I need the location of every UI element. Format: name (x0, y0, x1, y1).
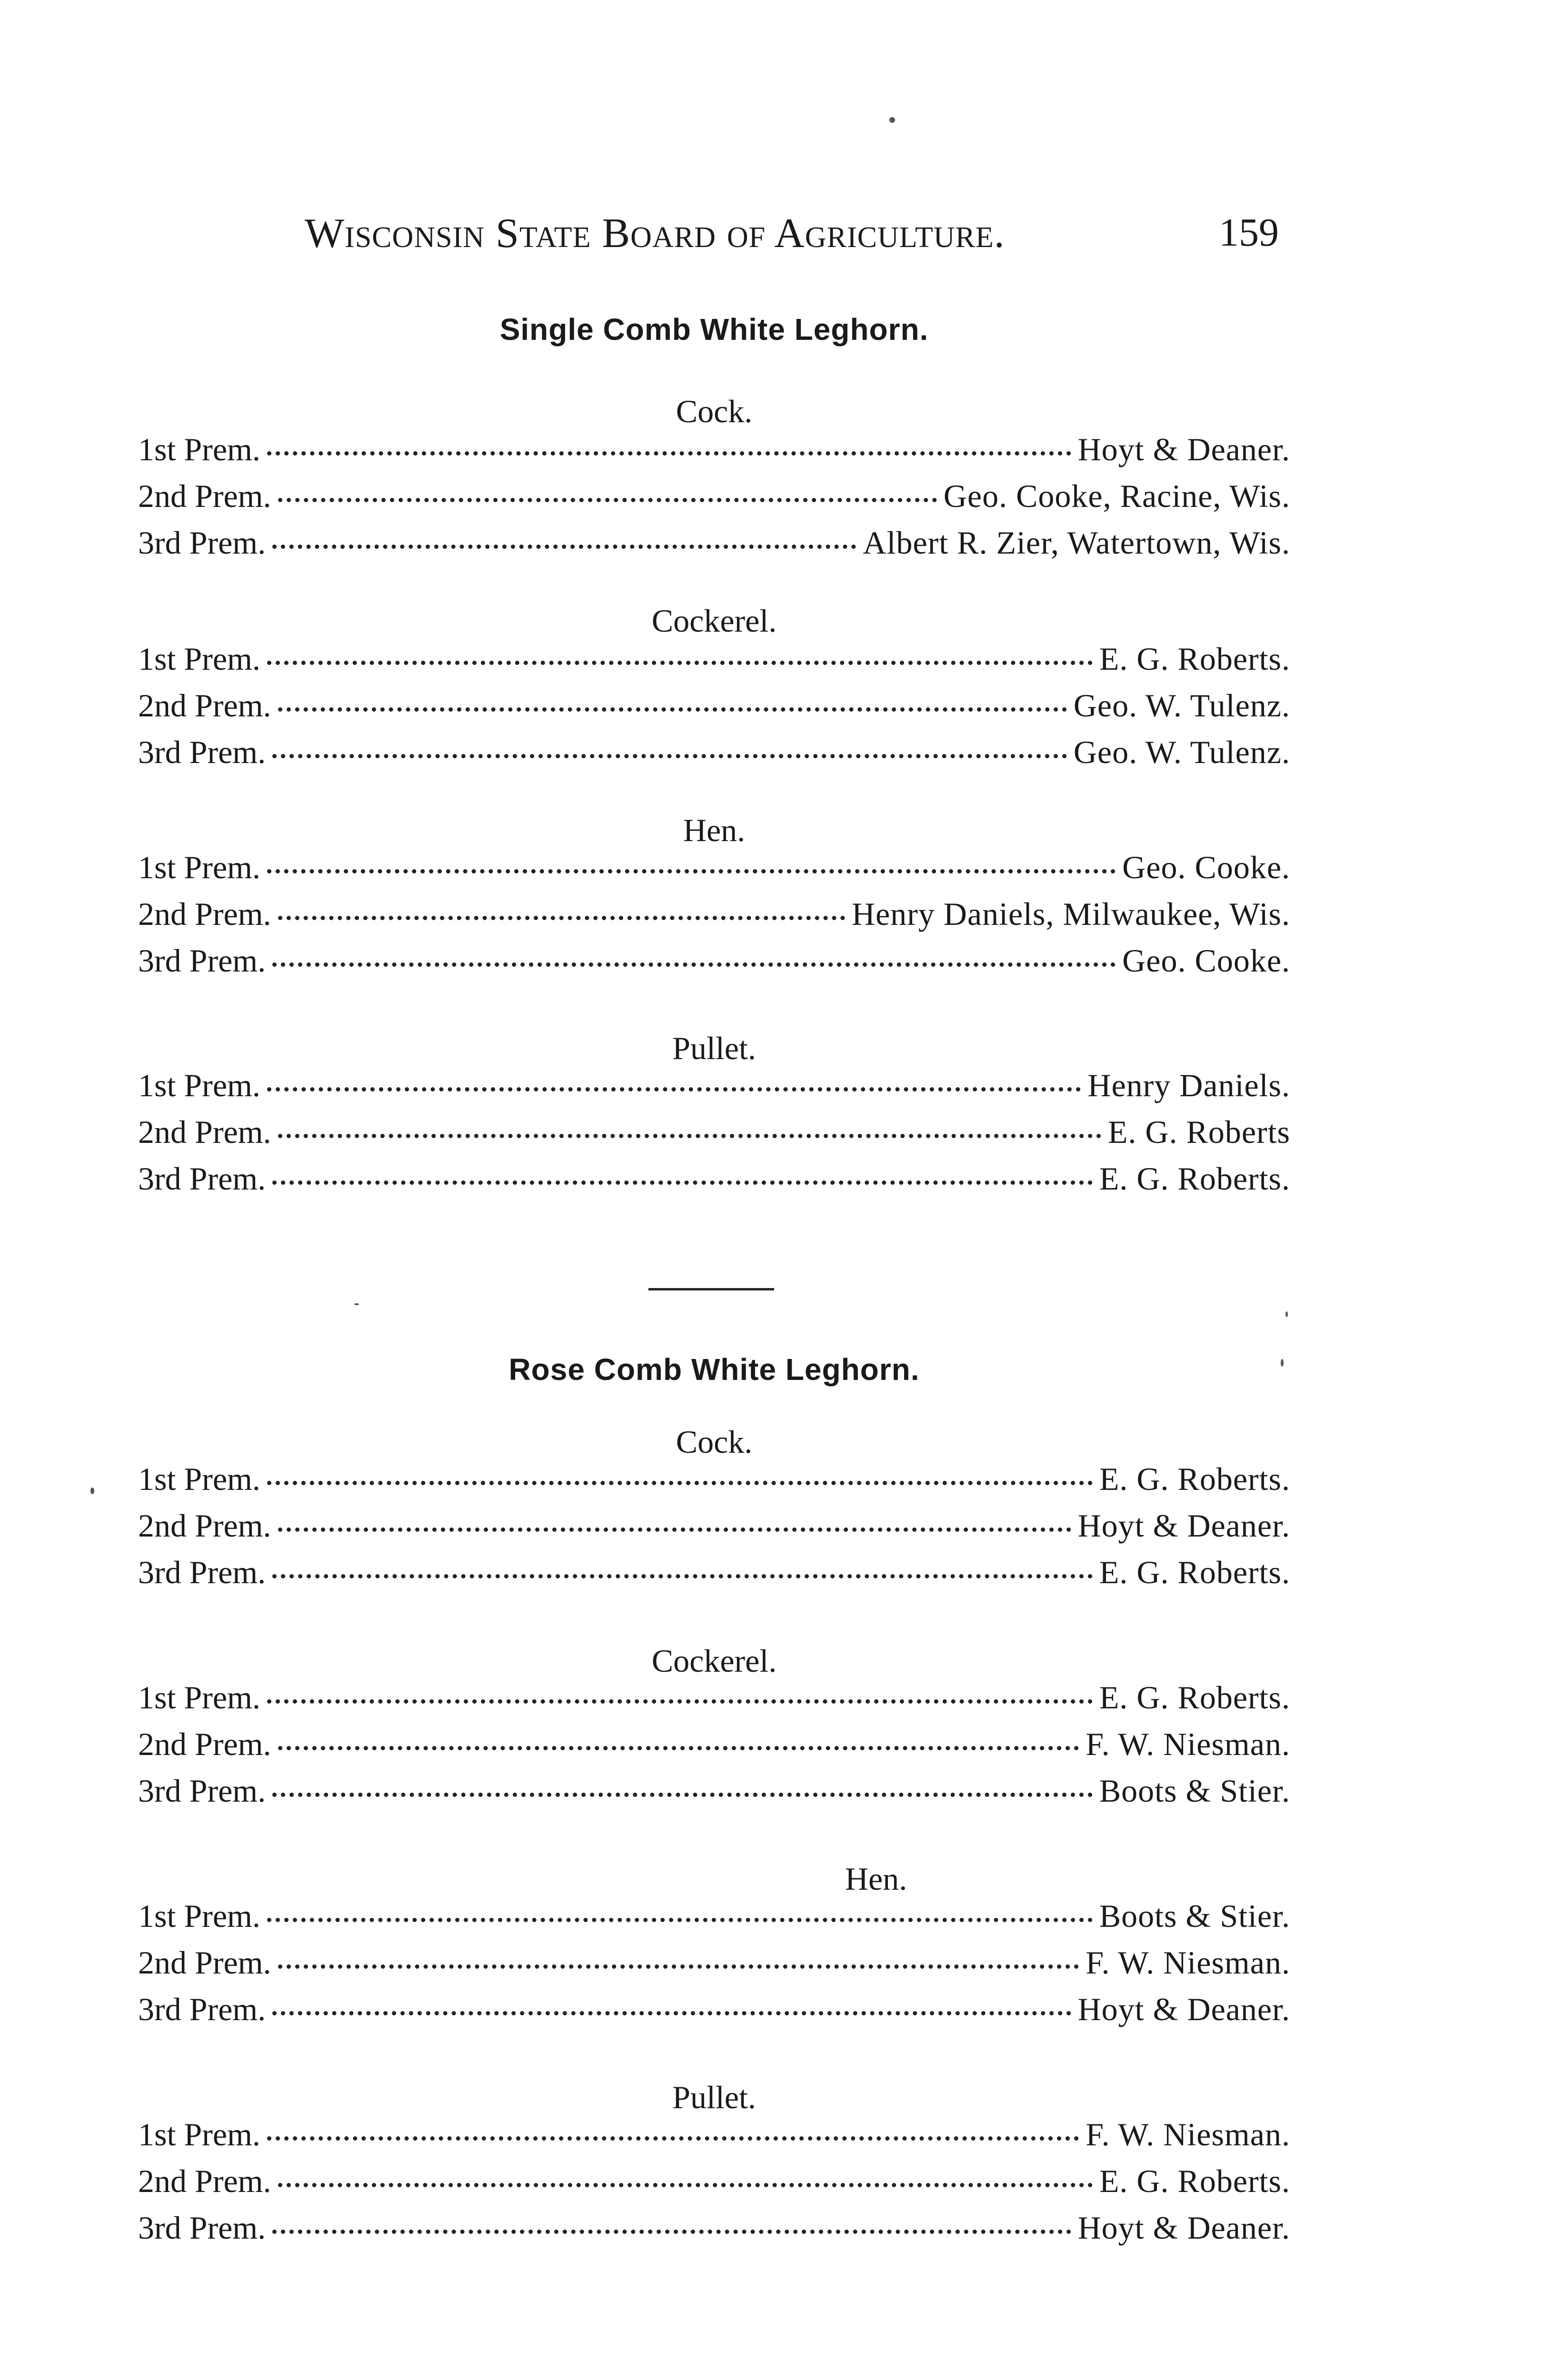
prize-label: 2nd Prem. (138, 478, 271, 514)
winner-name: E. G. Roberts. (1099, 1461, 1290, 1497)
prize-entry (138, 1726, 1290, 1768)
scan-speck (354, 1303, 359, 1305)
dot-leader (278, 1964, 1079, 1969)
winner-name: Hoyt & Deaner. (1077, 431, 1290, 467)
prize-label: 2nd Prem. (138, 1726, 271, 1762)
prize-label: 3rd Prem. (138, 1554, 266, 1590)
winner-name: E. G. Roberts. (1099, 1160, 1290, 1197)
winner-name: F. W. Niesman. (1086, 2116, 1290, 2152)
dot-leader (272, 1180, 1093, 1185)
prize-entry (138, 2209, 1290, 2252)
dot-leader (267, 869, 1116, 873)
dot-leader (267, 1918, 1093, 1922)
running-head: Wisconsin State Board of Agriculture. (305, 210, 1005, 257)
scan-speck (889, 117, 895, 123)
winner-name: Albert R. Zier, Watertown, Wis. (863, 525, 1290, 561)
dot-leader (267, 1087, 1081, 1091)
prize-entry (138, 1679, 1290, 1722)
scan-speck (1285, 1311, 1288, 1317)
prize-label: 1st Prem. (138, 1898, 260, 1934)
scan-speck (1281, 1359, 1284, 1367)
winner-name: Geo. W. Tulenz. (1073, 734, 1290, 770)
prize-label: 1st Prem. (138, 1067, 260, 1103)
section-divider (648, 1288, 774, 1290)
prize-entry (138, 687, 1290, 730)
prize-label: 1st Prem. (138, 2116, 260, 2152)
winner-name: Geo. Cooke. (1122, 942, 1290, 979)
dot-leader (267, 2136, 1079, 2141)
prize-label: 3rd Prem. (138, 525, 266, 561)
winner-name: Geo. W. Tulenz. (1073, 687, 1290, 724)
dot-leader (278, 1134, 1101, 1138)
prize-entry (138, 477, 1290, 520)
winner-name: E. G. Roberts (1107, 1114, 1290, 1150)
prize-label: 2nd Prem. (138, 1114, 271, 1150)
prize-label: 3rd Prem. (138, 1773, 266, 1809)
prize-label: 3rd Prem. (138, 942, 266, 979)
winner-name: Geo. Cooke, Racine, Wis. (943, 478, 1290, 514)
prize-entry (138, 1160, 1290, 1203)
winner-name: Hoyt & Deaner. (1077, 1991, 1290, 2027)
winner-name: Hoyt & Deaner. (1077, 1507, 1290, 1544)
category-title: Cockerel. (651, 603, 777, 639)
winner-name: E. G. Roberts. (1099, 1679, 1290, 1716)
winner-name: F. W. Niesman. (1086, 1944, 1290, 1981)
category-title: Cockerel. (651, 1643, 777, 1679)
dot-leader (278, 916, 845, 920)
winner-name: Henry Daniels. (1087, 1067, 1290, 1103)
category-title: Cock. (676, 1424, 753, 1460)
prize-entry (138, 1897, 1290, 1940)
dot-leader (267, 1699, 1093, 1704)
category-title: Hen. (845, 1861, 907, 1897)
winner-name: Geo. Cooke. (1122, 849, 1290, 885)
dot-leader (278, 498, 937, 502)
prize-label: 1st Prem. (138, 431, 260, 467)
prize-entry (138, 1991, 1290, 2033)
category-title: Pullet. (672, 2079, 756, 2115)
prize-entry (138, 849, 1290, 892)
dot-leader (278, 1527, 1071, 1532)
dot-leader (272, 1574, 1093, 1578)
prize-entry (138, 640, 1290, 683)
dot-leader (272, 1793, 1093, 1797)
prize-entry (138, 734, 1290, 776)
prize-entry (138, 942, 1290, 985)
dot-leader (267, 451, 1071, 456)
scan-speck (90, 1488, 94, 1494)
dot-leader (267, 661, 1093, 665)
category-title: Hen. (683, 812, 746, 848)
winner-name: F. W. Niesman. (1086, 1726, 1290, 1762)
prize-label: 2nd Prem. (138, 2163, 271, 2199)
prize-entry (138, 2162, 1290, 2205)
dot-leader (272, 754, 1067, 758)
prize-label: 1st Prem. (138, 641, 260, 677)
prize-entry (138, 2116, 1290, 2159)
winner-name: Boots & Stier. (1099, 1898, 1290, 1934)
winner-name: E. G. Roberts. (1099, 641, 1290, 677)
prize-label: 2nd Prem. (138, 1944, 271, 1981)
prize-entry (138, 431, 1290, 474)
prize-label: 2nd Prem. (138, 896, 271, 932)
dot-leader (272, 545, 856, 549)
prize-entry (138, 895, 1290, 938)
dot-leader (272, 2011, 1071, 2015)
dot-leader (267, 1481, 1093, 1485)
dot-leader (272, 2230, 1071, 2234)
page-number: 159 (1219, 210, 1279, 255)
prize-entry (138, 1772, 1290, 1815)
category-title: Pullet. (672, 1030, 756, 1066)
prize-label: 1st Prem. (138, 1461, 260, 1497)
prize-entry (138, 1113, 1290, 1156)
winner-name: Boots & Stier. (1099, 1773, 1290, 1809)
winner-name: E. G. Roberts. (1099, 2163, 1290, 2199)
dot-leader (278, 1746, 1079, 1750)
section-title: Single Comb White Leghorn. (499, 312, 929, 347)
prize-label: 3rd Prem. (138, 1160, 266, 1197)
prize-label: 2nd Prem. (138, 1507, 271, 1544)
section-title: Rose Comb White Leghorn. (508, 1352, 920, 1387)
dot-leader (278, 2183, 1093, 2187)
prize-entry (138, 1067, 1290, 1110)
dot-leader (272, 962, 1116, 967)
prize-entry (138, 1944, 1290, 1987)
category-title: Cock. (676, 393, 753, 429)
prize-entry (138, 1554, 1290, 1597)
prize-label: 3rd Prem. (138, 734, 266, 770)
prize-entry (138, 524, 1290, 567)
prize-entry (138, 1507, 1290, 1550)
dot-leader (278, 707, 1067, 712)
winner-name: E. G. Roberts. (1099, 1554, 1290, 1590)
winner-name: Hoyt & Deaner. (1077, 2210, 1290, 2246)
prize-label: 3rd Prem. (138, 2210, 266, 2246)
prize-label: 1st Prem. (138, 849, 260, 885)
prize-label: 3rd Prem. (138, 1991, 266, 2027)
prize-entry (138, 1460, 1290, 1503)
prize-label: 1st Prem. (138, 1679, 260, 1716)
prize-label: 2nd Prem. (138, 687, 271, 724)
winner-name: Henry Daniels, Milwaukee, Wis. (851, 896, 1290, 932)
